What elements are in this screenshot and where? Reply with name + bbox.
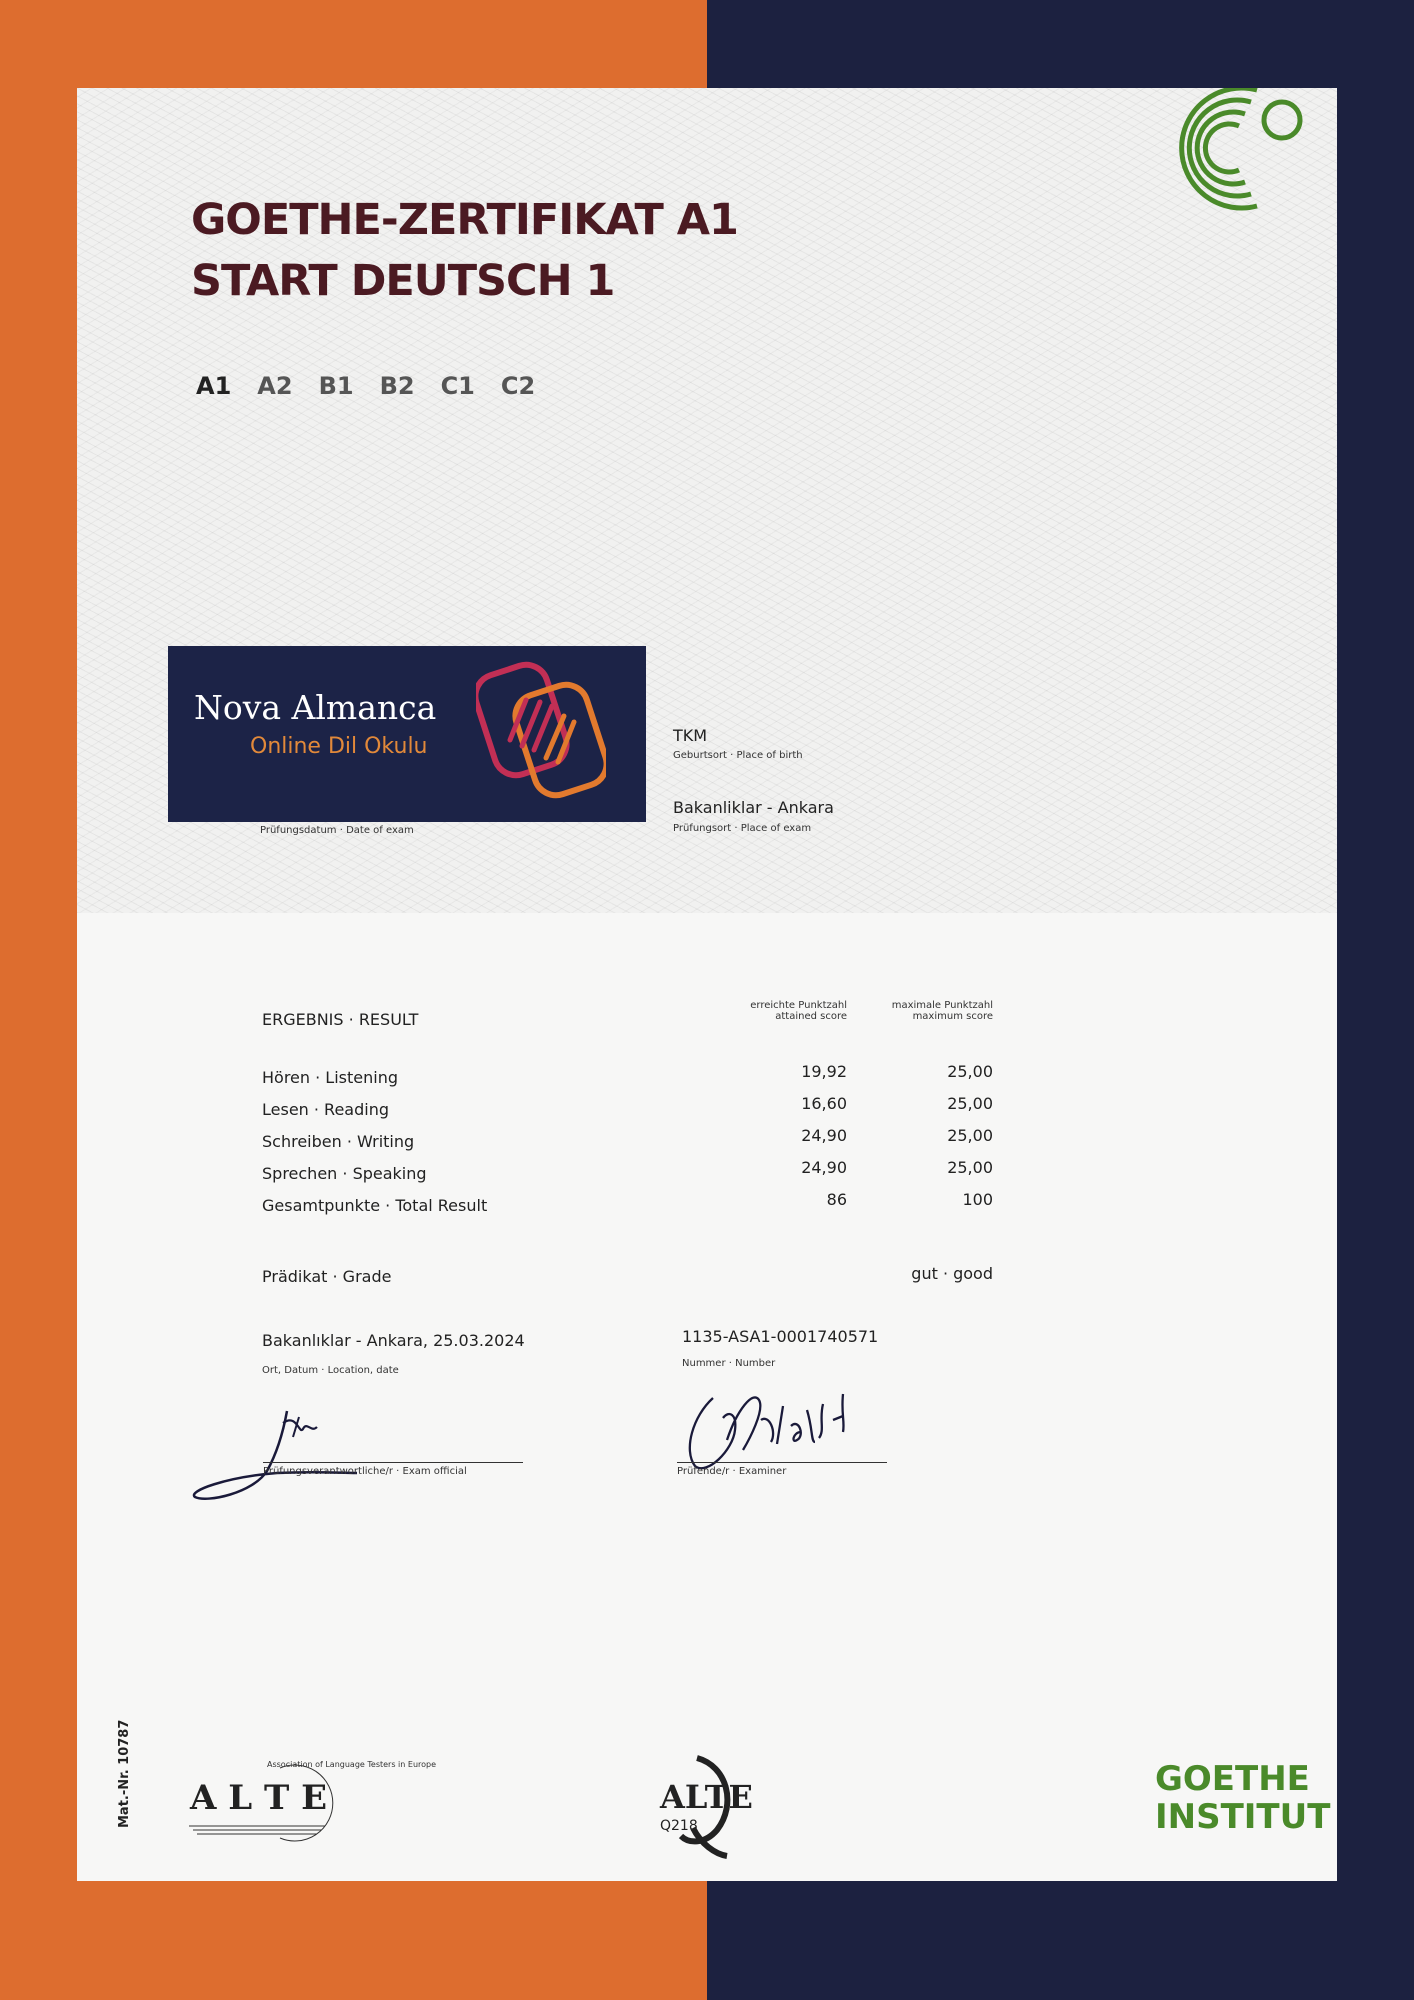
school-logo-icon xyxy=(476,654,606,804)
birthplace-label: Geburtsort · Place of birth xyxy=(673,750,803,761)
examiner-label: Prüfende/r · Examiner xyxy=(677,1466,787,1477)
max-score: 100 xyxy=(962,1190,993,1209)
result-row-speaking xyxy=(77,1158,1337,1196)
level-a2: A2 xyxy=(257,372,293,400)
certificate-title: GOETHE-ZERTIFIKAT A1 xyxy=(191,195,738,245)
max-score: 25,00 xyxy=(947,1126,993,1145)
exam-date-label: Prüfungsdatum · Date of exam xyxy=(260,825,414,836)
certificate-number: 1135-ASA1-0001740571 xyxy=(682,1327,879,1346)
attained-score: 24,90 xyxy=(801,1126,847,1145)
certificate-number-label: Nummer · Number xyxy=(682,1358,776,1369)
school-brand-overlay xyxy=(168,646,646,822)
exam-place-value: Bakanliklar - Ankara xyxy=(673,798,834,817)
attained-score: 16,60 xyxy=(801,1094,847,1113)
school-name: Nova Almanca xyxy=(194,688,437,727)
alte-logo-text: A L T E xyxy=(190,1778,328,1818)
alte-ring-text: Association of Language Testers in Europe xyxy=(267,1760,437,1769)
birthplace-value: TKM xyxy=(673,726,708,745)
max-score-header: maximale Punktzahl maximum score xyxy=(891,1000,993,1022)
level-b1: B1 xyxy=(318,372,354,400)
result-row-listening xyxy=(77,1062,1337,1100)
result-heading: ERGEBNIS · RESULT xyxy=(262,1010,419,1029)
goethe-arc-logo xyxy=(1137,88,1317,213)
result-label: Sprechen · Speaking xyxy=(262,1164,427,1183)
attained-score: 24,90 xyxy=(801,1158,847,1177)
attained-score: 86 xyxy=(826,1190,847,1209)
examiner-signature-line xyxy=(677,1462,887,1463)
level-b2: B2 xyxy=(379,372,415,400)
level-a1: A1 xyxy=(196,372,232,400)
examiner-signature xyxy=(673,1370,903,1480)
result-row-total xyxy=(77,1190,1337,1228)
level-c1: C1 xyxy=(440,372,475,400)
goethe-wordmark-line2: INSTITUT xyxy=(1155,1797,1331,1837)
max-score: 25,00 xyxy=(947,1158,993,1177)
official-signature-line xyxy=(263,1462,523,1463)
attained-score-header: erreichte Punktzahl attained score xyxy=(750,1000,847,1022)
exam-place-label: Prüfungsort · Place of exam xyxy=(673,823,812,834)
grade-label: Prädikat · Grade xyxy=(262,1267,392,1286)
grade-value: gut · good xyxy=(911,1264,993,1283)
school-subtitle: Online Dil Okulu xyxy=(250,734,428,759)
result-label: Hören · Listening xyxy=(262,1068,398,1087)
result-label: Schreiben · Writing xyxy=(262,1132,415,1151)
result-row-writing xyxy=(77,1126,1337,1164)
material-number-container xyxy=(117,1688,137,1828)
goethe-wordmark-line1: GOETHE xyxy=(1155,1759,1310,1799)
result-label: Lesen · Reading xyxy=(262,1100,389,1119)
certificate-sheet xyxy=(77,88,1337,1881)
cefr-level-row xyxy=(196,372,561,400)
attained-score: 19,92 xyxy=(801,1062,847,1081)
max-score: 25,00 xyxy=(947,1062,993,1081)
result-label: Gesamtpunkte · Total Result xyxy=(262,1196,488,1215)
alte-q-text: ALTE xyxy=(660,1778,753,1816)
location-date-value: Bakanlıklar - Ankara, 25.03.2024 xyxy=(262,1331,525,1350)
exam-official-label: Prüfungsverantwortliche/r · Exam official xyxy=(263,1466,467,1477)
alte-q-code: Q218 xyxy=(660,1818,698,1834)
goethe-institut-wordmark xyxy=(1155,1760,1330,1836)
result-row-reading xyxy=(77,1094,1337,1132)
exam-official-signature xyxy=(187,1393,377,1503)
level-c2: C2 xyxy=(500,372,536,400)
certificate-subtitle: START DEUTSCH 1 xyxy=(191,256,615,306)
location-date-label: Ort, Datum · Location, date xyxy=(262,1365,399,1376)
max-score: 25,00 xyxy=(947,1094,993,1113)
material-number: Mat.-Nr. 10787 xyxy=(117,1719,132,1828)
